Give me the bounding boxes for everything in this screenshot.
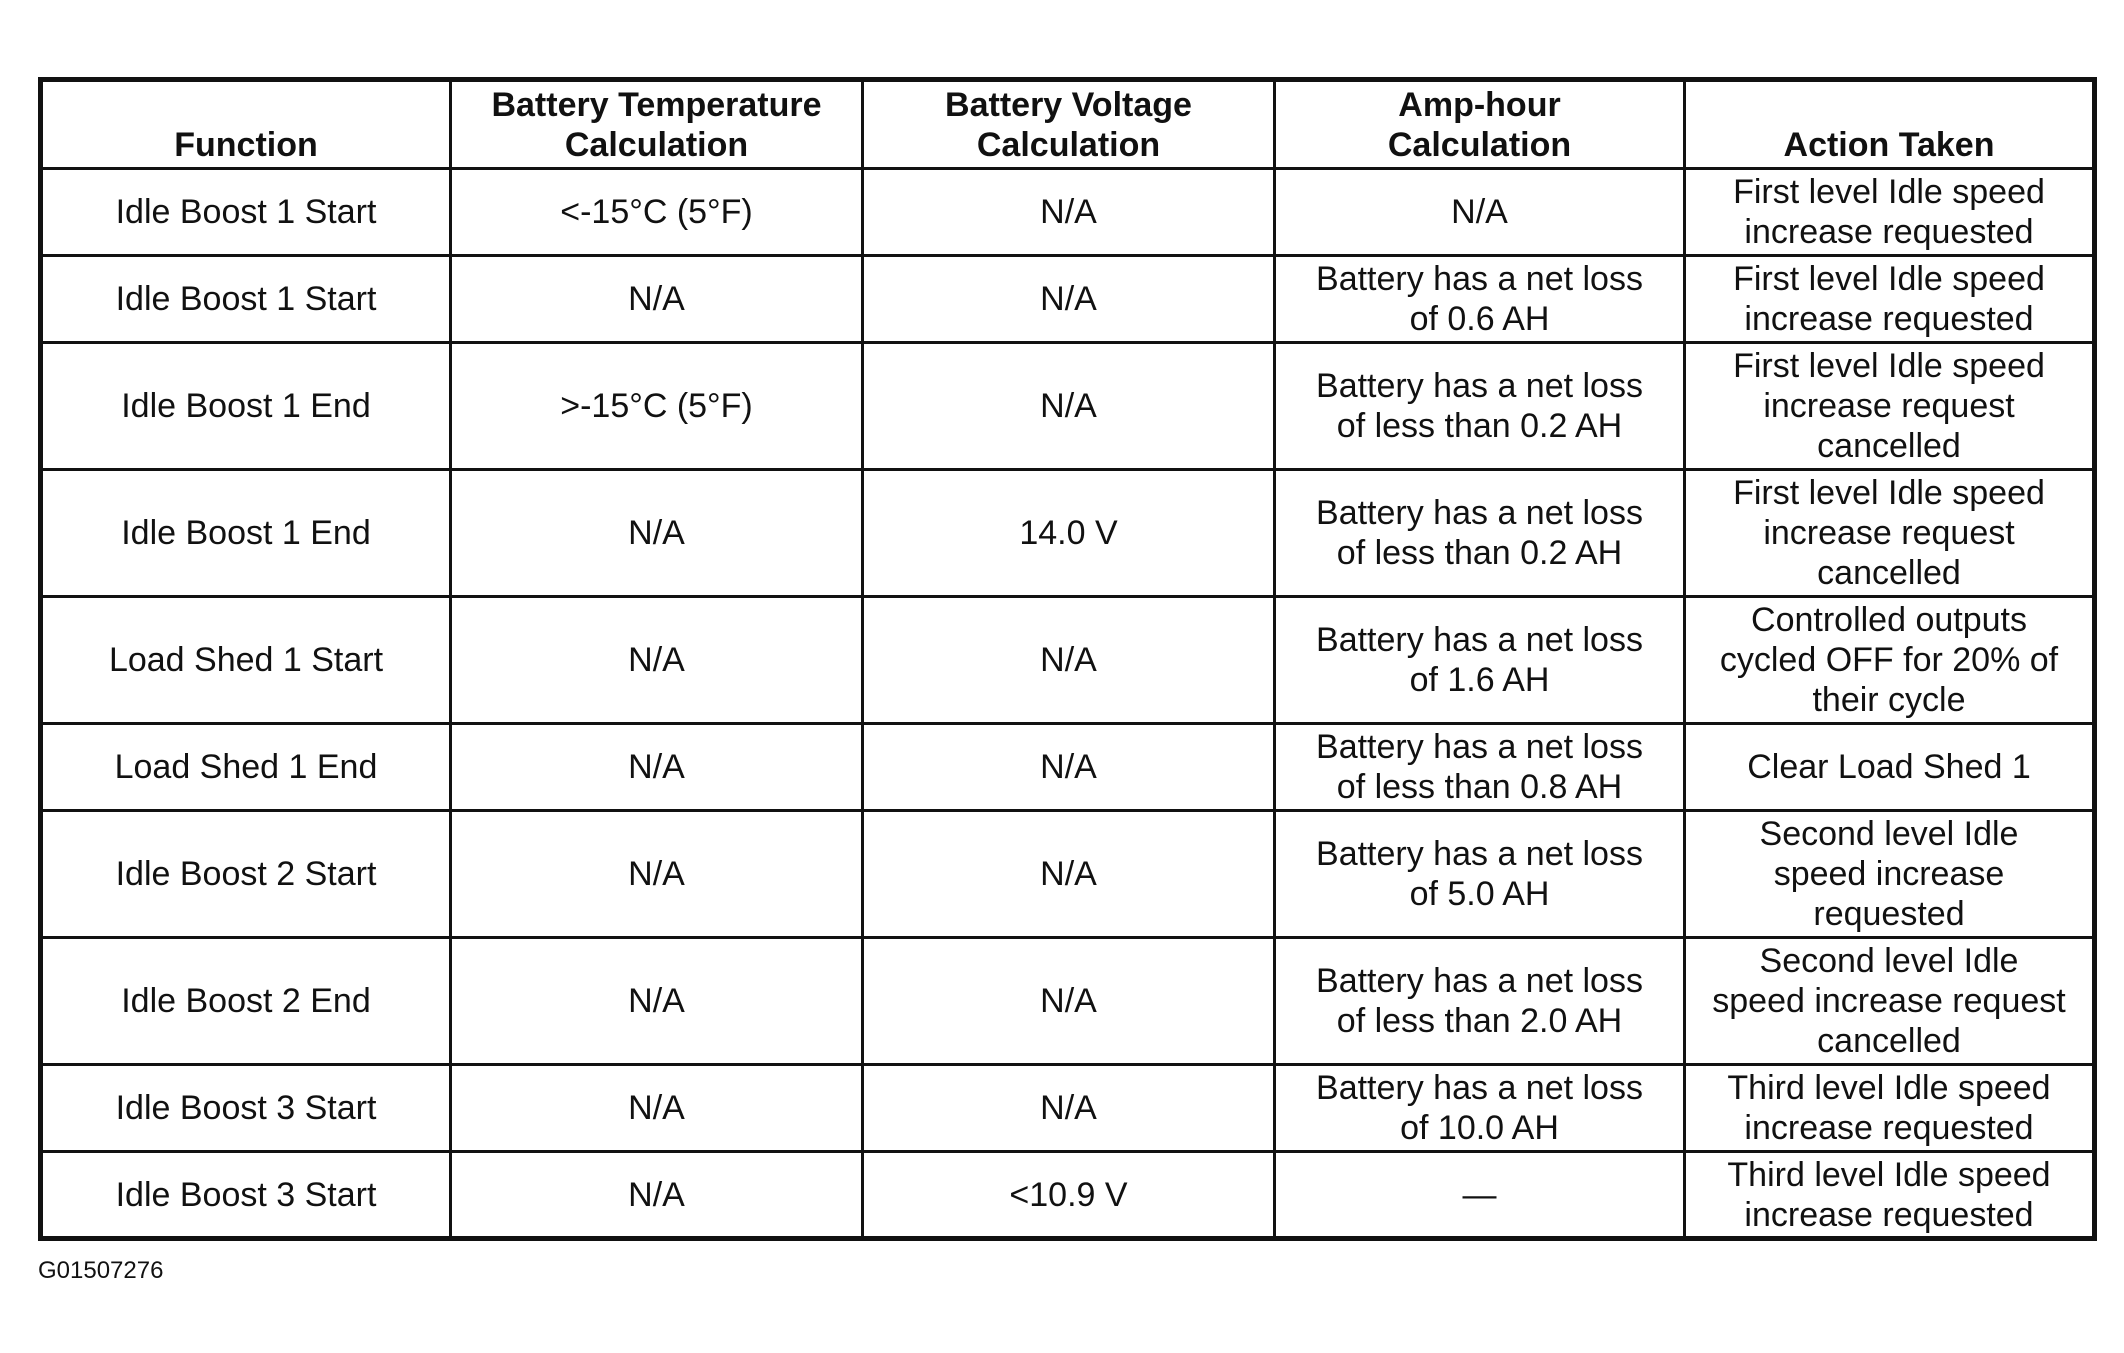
cell-function: Load Shed 1 Start [41,597,451,724]
cell-function: Idle Boost 1 Start [41,169,451,256]
cell-action-taken: First level Idle speed increase request cancelled [1685,343,2095,470]
cell-battery-temperature: N/A [451,470,863,597]
cell-action-taken: First level Idle speed increase request cancelled [1685,470,2095,597]
cell-battery-voltage: N/A [863,724,1275,811]
column-header-battery-voltage: Battery Voltage Calculation [863,80,1275,169]
cell-battery-temperature: N/A [451,597,863,724]
cell-battery-temperature: N/A [451,724,863,811]
table-row [41,256,2095,343]
cell-function: Idle Boost 1 End [41,343,451,470]
cell-amp-hour: Battery has a net loss of 0.6 AH [1275,256,1685,343]
cell-battery-temperature: N/A [451,1065,863,1152]
table-row [41,1065,2095,1152]
cell-function: Idle Boost 2 End [41,938,451,1065]
column-header-amp-hour: Amp-hour Calculation [1275,80,1685,169]
figure-id-label: G01507276 [38,1257,164,1284]
cell-battery-voltage: N/A [863,256,1275,343]
cell-amp-hour: Battery has a net loss of 1.6 AH [1275,597,1685,724]
column-header-function: Function [41,80,451,169]
cell-battery-voltage: N/A [863,938,1275,1065]
table-row [41,597,2095,724]
cell-amp-hour: Battery has a net loss of less than 0.2 AH [1275,343,1685,470]
cell-battery-voltage: N/A [863,811,1275,938]
cell-battery-temperature: N/A [451,938,863,1065]
table-row [41,811,2095,938]
cell-action-taken: First level Idle speed increase requested [1685,256,2095,343]
table-row [41,343,2095,470]
cell-battery-temperature: N/A [451,256,863,343]
cell-amp-hour: Battery has a net loss of 5.0 AH [1275,811,1685,938]
cell-amp-hour: — [1275,1152,1685,1239]
cell-battery-voltage: N/A [863,597,1275,724]
column-header-action-taken: Action Taken [1685,80,2095,169]
battery-function-table [38,77,2097,1241]
cell-amp-hour: Battery has a net loss of less than 0.8 AH [1275,724,1685,811]
cell-function: Idle Boost 1 Start [41,256,451,343]
cell-action-taken: Controlled outputs cycled OFF for 20% of their cycle [1685,597,2095,724]
cell-action-taken: First level Idle speed increase requested [1685,169,2095,256]
cell-amp-hour: Battery has a net loss of less than 0.2 AH [1275,470,1685,597]
cell-battery-temperature: >-15°C (5°F) [451,343,863,470]
column-header-battery-temperature: Battery Temperature Calculation [451,80,863,169]
table-row [41,1152,2095,1239]
cell-battery-voltage: <10.9 V [863,1152,1275,1239]
cell-amp-hour: N/A [1275,169,1685,256]
table-row [41,938,2095,1065]
cell-function: Idle Boost 2 Start [41,811,451,938]
cell-function: Idle Boost 1 End [41,470,451,597]
table-row [41,470,2095,597]
cell-function: Idle Boost 3 Start [41,1152,451,1239]
cell-action-taken: Second level Idle speed increase request cancelled [1685,938,2095,1065]
cell-battery-temperature: N/A [451,811,863,938]
cell-action-taken: Second level Idle speed increase requested [1685,811,2095,938]
table-row [41,169,2095,256]
table-row [41,724,2095,811]
cell-amp-hour: Battery has a net loss of 10.0 AH [1275,1065,1685,1152]
cell-battery-voltage: N/A [863,343,1275,470]
cell-battery-voltage: N/A [863,1065,1275,1152]
cell-battery-temperature: N/A [451,1152,863,1239]
cell-amp-hour: Battery has a net loss of less than 2.0 AH [1275,938,1685,1065]
cell-battery-voltage: 14.0 V [863,470,1275,597]
cell-function: Load Shed 1 End [41,724,451,811]
cell-action-taken: Third level Idle speed increase requested [1685,1152,2095,1239]
cell-action-taken: Third level Idle speed increase requested [1685,1065,2095,1152]
cell-function: Idle Boost 3 Start [41,1065,451,1152]
cell-action-taken: Clear Load Shed 1 [1685,724,2095,811]
cell-battery-temperature: <-15°C (5°F) [451,169,863,256]
table-header-row [41,80,2095,169]
cell-battery-voltage: N/A [863,169,1275,256]
